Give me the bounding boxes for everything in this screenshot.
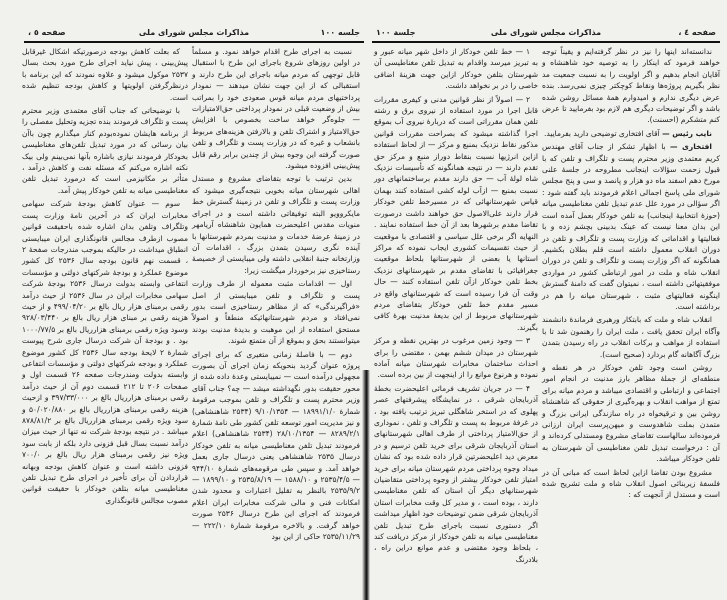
- paragraph: بدین ترتیب با توجه بتقاضای مشروع و مستدل اهالی شهرستان میانه بخوبی نتیجه‌گیری میشود که وزارت پست و تلگراف و تلفن در زمینهٔ گسترش خط مایکروویو البته توفیقاتی داشته است و در اجرای منویات مقدس اعلیحضرت همایون شاهنشاه آریامهر در زمینهٔ عرضهٔ خدمات و مدنیت بمردم شهرستانها با آینده نگری رسیدن بتمدن بزرگ ، اقدامات آن وزارتخانه جنبهٔ انقلابی داشته ولی میبایستی از خصیصهٔ رستاخیزی نیز برخوردار میگشت زیرا:: [192, 174, 360, 275]
- right-page-left-column: [374, 46, 538, 567]
- speaker-paragraph: [542, 128, 720, 139]
- paragraph: ندانسته‌اند اینها را نیز در نظر گرفته‌ایم و یقیناً توجه خواهند فرمود که اینکار را به توصیه خود شاهنشاه و آقایان انجام بدهیم و اگر اولویت را به نسبت جمعیت مد نظر بگیریم پروژه‌ها ونقاط کوچکتر چیزی نمی‌رسد. بنده عرض دیگری ندارم و امیدوارم همهٔ مسائل روشن شده باشد و اگر توضیحات دیگری هم لازم بود بفرمایید تا عرض کنم متشکرم (احسنت).: [542, 47, 720, 125]
- running-title: مذاکرات مجلس شورای ملی: [490, 28, 602, 37]
- paragraph: انقلاب شاه و ملت که بابتکار ورهبری فرماندهٔ دانشمند وآگاه ایران تحقق یافت ، ملت ایران را رهنمون شد تا با استفاده از مواهب و برکات انقلاب در راه رسیدن بتمدن بزرگ آگاهانه گام بردارد (صحیح است).: [542, 315, 720, 359]
- left-page-header: [24, 27, 364, 43]
- paragraph: روشن است وجود تلفن خودکار در هر نقطه و منطقه‌ای از جملهٔ مظاهر بارز مدنیت در انجام امور اجتماعی و ارتباطی و اقتصادی میباشد و مردم میانه برای تمتع از مواهب انقلاب و بهره‌گیری از حقوقی که شاهنشاه روشن بین و ترقیخواه در راه سازندگی ایرانی بزرگ و متمدن بملت شاهدوست و میهن‌پرست ایران ارزانی فرموده‌اند سالهاست تقاضای مشروع ومستدلی کرده‌اند و آن : درخواست تبدیل تلفن مغناطیسی آن شهرستان به تلفن خودکار میباشد.: [542, 362, 720, 464]
- speaker-paragraph: [542, 141, 720, 312]
- right-page-header: [372, 27, 720, 43]
- session-label: جلسة ١٠٠: [376, 28, 416, 37]
- running-title: مذاکرات مجلس شورای ملی: [138, 28, 250, 37]
- page-number: صفحه ٥ ،: [28, 28, 66, 37]
- speaker-name: افتخاری —: [669, 142, 712, 152]
- paragraph: سوم — عنوان کاهش بودجهٔ شرکت سهامی مخابرات ایران که در آخرین نامهٔ وزارت پست وتلگراف وتلفن بدان اشاره شده باحقیقت قوانین مصوب ازطرف مجالس قانونگذاری ایران میبایستی انطباق میداشت در حالیکه بموجب مندرجات صفحهٔ ۲ ، قسمت نهم قانون بودجه سال ۲۵۳۶ کل کشور موضوع عملکرد و بودجهٔ شرکتهای دولتی و مؤسسات انتفاعی وابسته بدولت درسال ۲۵۳۶ بودجهٔ شرکت سهامی مخابرات ایران در سال ۲۵۳۶ از حیث درآمد رقمی برمبنای هزار ریال بالغ بر ۴۹۹/۰۴/۲۰ و از حیث هزینه رقمی بر مبنای هزار ریال بالغ بر ۹۲۸/۰۳/۴۴۰ وسود ویژه رقمی برمبنای هزارریال بالغ بر ۱۰۰۰/۷۷/۵ بود . و بودجهٔ آن شرکت درسال جاری شرح پیوست شمارهٔ ۲ لایحهٔ بودجه سال ۲۵۳۶ کل کشور موضوع عملکرد و بودجه شرکتهای دولتی و مؤسسات انتفاعی وابسته بدولت ومندرجات صفحه ۲۶ قسمت اول و صفحات ۲۰۶ تا ۲۱۲ قسمت دوم آن از حیث درآمد رقمی برمبنای هزارریال بالغ بر ۳۹۷/۳۳/۰۰۰ و ازحیث هزینه رقمی برمبنای هزارریال بالغ بر ۵۰/۰۲۰/۸۸۰ و سود ویژه رقمی برمبنای هزارریال بالغ بر ۸۷۸/۸۱/۲ میباشد . در نتیجه بودجهٔ شرکت نه تنها از حیث میزان درآمد نسبت بسال قبل فزونی دارد بلکه از بابت سود ویژه نیز رقمی برمبنای هزار ریال بالغ بر ۷۰۰/۰ فزونی داشته است و عنوان کاهش بودجه وبهانه قراردادن آن برای تأخیر در اجرای طرح تبدیل تلفن مغناطیسی میانه بتلفن خودکار با حقیقت قوانین مصوب مجالس قانونگذاری: [22, 199, 189, 505]
- page-number: صفحه ٤ ،: [678, 28, 716, 37]
- paragraph: مشروع بودن تقاضا ازاین لحاظ است که مبانی آن در فلسفهٔ زیربنائی اصول انقلاب شاه و ملت تشریح شده است و مستدل از آنجهت که :: [542, 467, 720, 500]
- paragraph: با توضیحاتی که جناب آقای معتمدی وزیر محترم پست و تلگراف فرمودند بنده تجزیه وتحلیل مفصلی را از برنامه هایشان نموده‌بودم کنار میگذارم چون باآن بیان رسائی که در مورد تبدیل تلفن‌های مغناطیسی بخودکار فرمودند نیازی باشاره بآنها نمی‌بینم ولی بیک نکته اشاره می‌کنم که مسئله نفت و کاهش درآمد ، متأثر بر مکانیزمی است که درمورد تبدیل تلفن مغناطیسی میانه به تلفن خودکار پیش آمد.: [22, 106, 188, 195]
- speech-text: با اظهار تشکر از جناب آقای مهندس کریم معتمدی وزیر محترم پست و تلگراف و تلفن که با قبول زحمت سؤالات اینجانب مطروحه در جلسهٔ علنی مورخ دهم اسفند ماه دو هزار و پانصد و سی و پنج مجلس شورای ملی پاسخ اجمالی اعلام فرمودند باید گفته شود : اگر سؤالی در مورد علل عدم تبدیل تلفن مغناطیسی میانه (حوزهٔ انتخابیهٔ اینجانب) به تلفن خودکار بعمل آمده است این بدان معنا نیست که عینک بدبینی بچشم زده و با فعالیتها و اقداماتی که وزارت پست و تلگراف و تلفن در دوران انقلاب معمول داشته است قلم بطلان بکشیم. همانگونه که اگر وزارت پست و تلگراف و تلفن در دوران انقلاب شاه و ملت در امور ارتباطی کشور در مواردی موفقیتهائی داشته است ، نمیتوان گفت که دامنهٔ گسترش اینگونه فعالیتهای مثبت ، شهرستان میانه را هم در برداشته است.: [542, 142, 720, 311]
- book-binding-shadow: [362, 370, 370, 600]
- session-label: جلسه ١٠٠: [320, 28, 360, 37]
- paragraph: اول — اقدامات مثبت معموله از طرف وزارت پست و تلگراف و تلفن میبایستی از اصل «فراگیرندگی» که از مظاهر رستاخیزی است بدور نمی‌افتاد و مردم شهرستانهائیکه منطقاً و اصولاً مستحق استفاده از این موهبت و بدیدهٔ مدنیت بودند میتوانستند بحق و بموقع از آن متمتع شوند.: [192, 279, 360, 346]
- right-page-right-column: [542, 46, 720, 503]
- speaker-name: نایب رئیس —: [662, 128, 712, 138]
- paragraph: ۱ — خط تلفن خودکار از داخل شهر میانه عبور و به تبریز میرسد واقدام به تبدیل تلفن مغناطیسی آن شهرستان بتلفن خودکار ازاین جهت هزینهٔ اضافی خاصی را در بر نخواهد داشت.: [374, 47, 538, 91]
- paragraph: که بعلت کاهش بودجه درصورتیکه اشکال غیرقابل پیش‌بینی ، پیش نیاید اجرای طرح مورد بحث بسال ۲۵۳۷ موکول میشود و علاوه نمودند که این برنامه با درنظرگرفتن اولویتها و کاهش بودجه تنظیم شده است.: [22, 47, 188, 102]
- paragraph: نسبت به اجرای طرح اقدام خواهد نمود. و مسلماً در اولین روزهای شروع باجرای این طرح با استقبال قابل توجهی که مردم میانه باجرای این طرح دارند و استقبالی که از این جهت نشان میدهند — نمودار پرداختیهای مردم میانه قوس صعودی خود را بمراتب بیش از وضعیت قبلی در نمودار پرداختی حق‌الامتیازات — جلوه‌گر خواهد ساخت بخصوص با افزایش حق‌الامتیاز و اشتراک تلفن و بالارفتن هزینه‌های مربوط بانشعاب و غیره که در وزارت پست و تلگراف و تلفن صورت گرفته این وجوه بیش از چندین برابر رقم قابل پیش‌بینی افزوده میشود.: [192, 47, 360, 171]
- speech-text: آقای افتخاری توضیحی دارید بفرمایید.: [544, 128, 660, 138]
- left-page-right-column: [192, 46, 360, 544]
- left-page-left-column: [22, 46, 188, 508]
- paragraph: ۲ — اصولاً از نظر قوانین مدنی و کیفری مقررات قابل اجرا در مورد استفاده از نیروی برق و رشته تلفن همان مقرراتی است که دربارهٔ نیروی آب بموقع اجرا گذاشته میشود که بصراحت مقررات قوانین مذکور نقاط نزدیک بمنبع و مرکز — از لحاظ استفاده ازاین انرژیها نسبت بنقاط دوراز منبع و مرکز حق تقدم دارند — در نتیجه همانگونه که تأسیسات نزدیک شاه لولهٔ آب — حق دارند مقدم برساختمانهای دور نسبت بمنبع — ازآب لوله کشی استفاده کنند بهمان قیاس شهرستانهائی که در مسیرخط تلفن خودکار قرار دارند علی‌الاصول حق خواهند داشت درصورت تقاضا مقدم برشهرها بعد از آن خط استفاده نمایند . النهایه اگر برخی علل سیاسی و اقتصادی با موقعیت از حیث تقسیمات کشوری ایجاب نموده که مراکز استانها یا بعضی از شهرستانها بلحاظ موقعیت جغرافیائی با تقاضای مقدم بر شهرستانهای نزدیک بخط تلفن خودکار ازآن تلفن استفاده کنند — حال وقت آن فرا رسیده است که شهرستانهای واقع در مسیر مقدم خط تلفن خودکار بتقاضای مردم شهرستانهای مربوط از این بدیعهٔ مدنیت بهرهٔ کافی بگیرند.: [374, 94, 538, 332]
- paragraph: دوم — با فاصلهٔ زمانی متغیری که برای اجرای پروژه عنوان گردید بنحویکه زمان اجرای آن بصورت مجهولی درآمده است — نمیبایستی وعدهٔ داده شده از محور حقیقت بدور نگهداشته میشد — چه؟ جناب آقای وزیر محترم پست و تلگراف و تلفن بموجب مرقومهٔ شمارهٔ ۱۸۹۹۱/۱/۰ — ۹/۱۰/۱۳۵۴ (۲۵۳۴ شاهنشاهی) و نیز مدیریت امور توسعه تلفن کشور طی نامهٔ شمارهٔ ۸۲۸۹/۲/۱ — ۲۸/۱۰/۱۳۵۴ (۲۵۳۴ شاهنشاهی) اعلام فرمودند تبدیل تلفن مغناطیسی میانه به تلفن خودکار درسال ۲۵۳۵ شاهنشاهی یعنی درسال جاری بعمل خواهد آمد. و سپس طی مرقومه‌های شمارهٔ ۹۴۴/۱۰ — ۲۵۳۵/۴/۵ و ۱۵۸۸/۱۰ — ۲۵۳۵/۸/۱۹ و ۱۸۹۹/۱۰ — ۲۵۳۵/۹/۲ بالنظر به تقلیل اعتبارات و محدود شدن امکانات فنی و مالی شرکت مخابرات ایران اعلام فرمودند که اجرای این طرح درسال ۲۵۳۶ صورت خواهد گرفت. و بالاخره مرقومهٔ شمارهٔ ۲۲۲/۱۰ — ۲۵۳۵/۱۱/۲۹ حاکی از این بود: [192, 349, 361, 542]
- paragraph: ۳ — وجود زمین مرغوب در بهترین نقطه و مرکز شهرستان در میدان ششم بهمن ، مقتضی را برای احداث ساختمان مخابرات شهرستان میانه آماده نموده و هرنوع موانع را از اینجهت از بین برده است.: [374, 336, 538, 380]
- paragraph: ۴ — در جریان تشریف فرمائی اعلیحضرت بخطهٔ آذربایجان شرقی ، در نمایشگاه پیشرفتهای عصر پهلوی که در استخر شاهگلی تبریز ترتیب یافته بود ، در غرفهٔ مربوط به پست و تلگراف و تلفن ، نموداری از حق‌الامتیاز پرداختی از طرف اهالی شهرستانهای استان آذربایجان شرقی برای خرید تلفن ترسیم و در معرض دید اعلیحضرتین قرار داده شده بود که نشان میداد وجوه پرداختی مردم شهرستان میانه برای خرید امتیاز تلفن خودکار بیشتر از وجوه پرداختی متقاضیان شهرستانهای دیگر آن استان که تلفن مغناطیسی دارند ، بوده است ، و مدیر کل وقت مخابرات استان آذربایجان شرقی ضمن توضیحات خود اظهار میداشت اگر دستوری نسبت باجرای طرح تبدیل تلفن مغناطیسی میانه به تلفن خودکار از مرکز دریافت کند ، بلحاظ وجود مقتضی و عدم موانع دراین راه ، بلادرنگ: [374, 383, 538, 564]
